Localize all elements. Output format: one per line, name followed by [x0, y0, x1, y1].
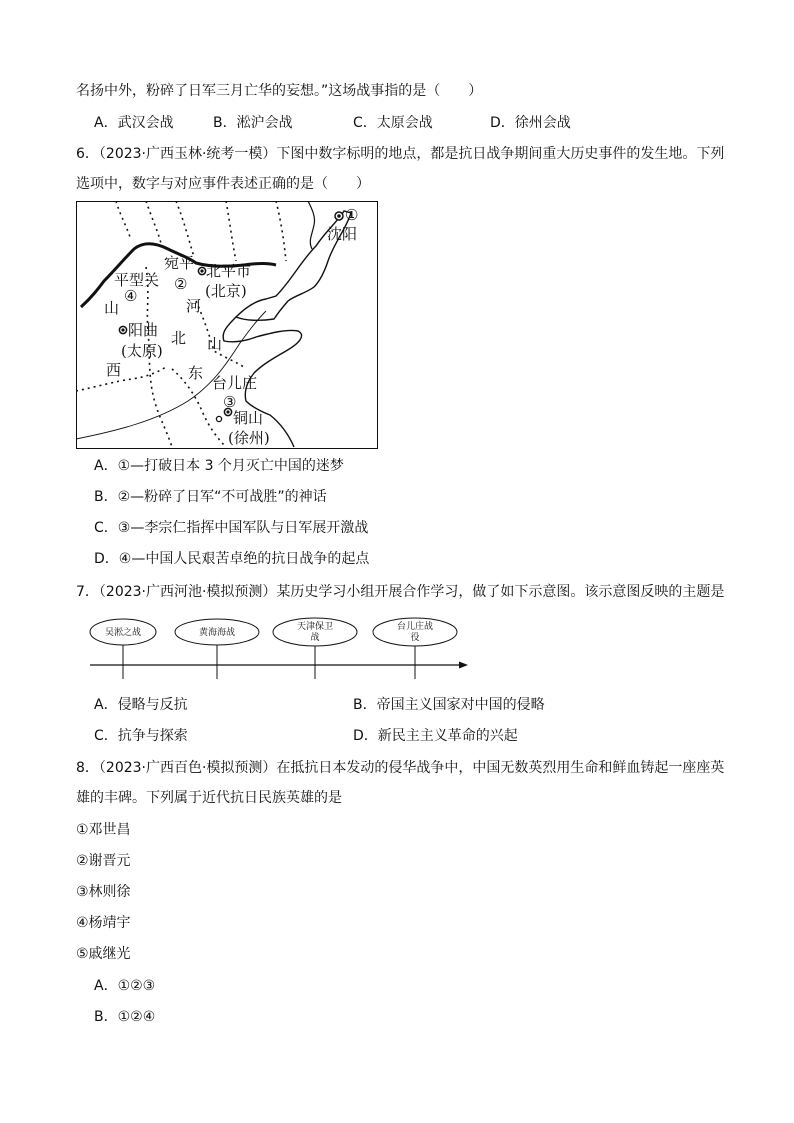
map-label-xi: 西: [106, 361, 122, 379]
option-text: 太原会战: [376, 115, 433, 131]
north-china-map: [76, 201, 378, 449]
option-letter: D．: [353, 728, 378, 744]
timeline-event-label-line2: 役: [410, 633, 420, 643]
q8-item: ②谢晋元: [76, 853, 131, 869]
option-letter: D．: [490, 115, 515, 131]
map-label-n2: ②: [174, 275, 188, 293]
timeline-event-4: [373, 618, 457, 679]
option-text: 徐州会战: [514, 115, 571, 131]
q7-option-b: [353, 695, 545, 715]
q8-item: ①邓世昌: [76, 822, 131, 838]
map-label-xuzhou: (徐州): [228, 429, 270, 447]
timeline-event-label: 台儿庄战: [396, 622, 434, 632]
option-letter: D．: [94, 551, 119, 567]
map-label-pingxingguan: 平型关: [114, 271, 160, 289]
option-letter: A．: [94, 115, 118, 131]
option-letter: A．: [94, 458, 118, 474]
q8-stem-line1: 8．（2023·广西百色·模拟预测）在抵抗日本发动的侵华战争中，中国无数英烈用生命和鲜血铸起一座座英: [76, 760, 725, 776]
option-letter: C．: [94, 520, 118, 536]
q8-item: ③林则徐: [76, 884, 131, 900]
map-label-taierzhuang: 台儿庄: [212, 374, 258, 392]
q6-stem-line1: 6．（2023·广西玉林·统考一模）下图中数字标明的地点，都是抗日战争期间重大历史事件的发生地。下列: [76, 146, 725, 162]
timeline-diagram: [86, 612, 476, 684]
map-label-tongshan: 铜山: [233, 409, 264, 427]
option-text: 武汉会战: [117, 115, 174, 131]
option-text: ①②③: [117, 978, 156, 994]
q6-option-d: [94, 549, 369, 569]
q8-stem-line2: 雄的丰碑。下列属于近代抗日民族英雄的是: [76, 790, 342, 806]
option-text: 抗争与探索: [117, 728, 188, 744]
map-label-yangqu: 阳曲: [128, 321, 159, 339]
q5-option-c: [353, 113, 433, 133]
option-text: 侵略与反抗: [117, 697, 188, 713]
option-letter: B．: [353, 697, 377, 713]
q5-option-d: [490, 113, 571, 133]
option-letter: B．: [94, 489, 118, 505]
map-label-shan2: 山: [207, 335, 223, 353]
option-letter: B．: [213, 115, 237, 131]
q7-stem: 7．（2023·广西河池·模拟预测）某历史学习小组开展合作学习，做了如下示意图。该示意图反映的主题是: [76, 584, 725, 600]
q7-option-c: [94, 726, 188, 746]
option-text: ④—中国人民艰苦卓绝的抗日战争的起点: [118, 551, 370, 567]
map-label-n1: ①: [345, 206, 359, 224]
q8-option-a: [94, 976, 155, 996]
option-text: 帝国主义国家对中国的侵略: [376, 697, 545, 713]
timeline-event-1: [90, 619, 156, 679]
q6-option-a: [94, 456, 344, 476]
option-letter: B．: [94, 1009, 118, 1025]
map-label-shan: 山: [104, 299, 120, 317]
q5-stem-tail: 名扬中外，粉碎了日军三月亡华的妄想。”这场战事指的是（ ）: [76, 83, 483, 99]
option-text: ①—打破日本 3 个月灭亡中国的迷梦: [117, 458, 344, 474]
option-letter: C．: [94, 728, 118, 744]
q8-item: ④杨靖宇: [76, 915, 131, 931]
q8-item: ⑤戚继光: [76, 946, 131, 962]
map-label-n4: ④: [124, 287, 138, 305]
q5-option-a: [94, 113, 174, 133]
timeline-event-label: 吴淞之战: [104, 628, 142, 638]
timeline-event-label: 黄海海战: [198, 628, 236, 638]
map-label-taiyuan: (太原): [121, 342, 163, 360]
timeline-event-3: [273, 618, 357, 679]
q7-option-a: [94, 695, 188, 715]
option-text: 新民主主义革命的兴起: [377, 728, 518, 744]
q8-option-b: [94, 1007, 155, 1027]
map-label-bei: 北: [171, 329, 187, 347]
timeline-event-2: [175, 619, 259, 679]
map-label-beijing: (北京): [205, 282, 247, 300]
timeline-event-label: 天津保卫: [296, 622, 334, 632]
map-label-shenyang: 沈阳: [327, 225, 358, 243]
option-letter: A．: [94, 697, 118, 713]
q5-option-b: [213, 113, 293, 133]
q6-option-c: [94, 518, 368, 538]
option-letter: A．: [94, 978, 118, 994]
map-label-dong: 东: [188, 364, 204, 382]
option-text: ③—李宗仁指挥中国军队与日军展开激战: [117, 520, 369, 536]
timeline-arrow: [459, 662, 468, 669]
map-label-n3: ③: [223, 393, 237, 411]
map-label-wanping: 宛平: [164, 254, 195, 272]
option-text: ①②④: [117, 1009, 156, 1025]
option-letter: C．: [353, 115, 377, 131]
map-label-he: 河: [186, 297, 202, 315]
map-label-beiping: 北平市: [206, 262, 252, 280]
timeline-event-label-line2: 战: [310, 633, 320, 643]
option-text: 淞沪会战: [236, 115, 293, 131]
option-text: ②—粉碎了日军“不可战胜”的神话: [117, 489, 327, 505]
q6-stem-line2: 选项中，数字与对应事件表述正确的是（ ）: [76, 176, 370, 192]
q7-option-d: [353, 726, 518, 746]
q6-option-b: [94, 487, 327, 507]
